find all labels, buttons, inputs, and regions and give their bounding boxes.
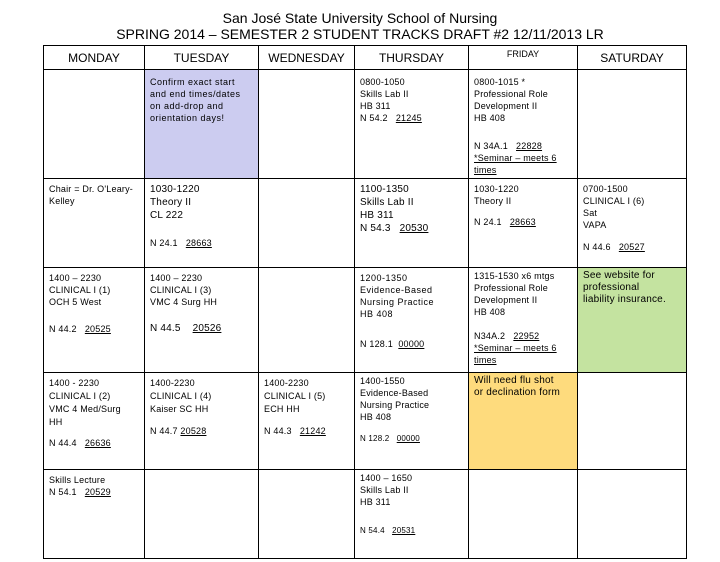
course-line: N 44.3 21242: [264, 426, 326, 436]
course-code: 20525: [84, 324, 111, 334]
document-title: San José State University School of Nursing: [222, 10, 498, 26]
course-code: 20530: [399, 223, 429, 234]
cell-fri-1: [469, 70, 578, 179]
cell-fri-4: [469, 373, 578, 470]
day-header-monday: MONDAY: [44, 46, 145, 70]
cell-wed-3: [259, 268, 355, 373]
course-line: N 24.1 28663: [474, 217, 536, 227]
course-line: N 44.5 20526: [150, 323, 222, 334]
course-code: 21242: [299, 426, 326, 436]
cell-tue-4: [145, 373, 259, 470]
class-block: 0800-1050 Skills Lab II HB 311 N 54.2 21245: [360, 77, 422, 123]
course-code: 21245: [395, 113, 422, 123]
document-subtitle: SPRING 2014 – SEMESTER 2 STUDENT TRACKS DRAFT #2 12/11/2013 LR: [116, 26, 604, 42]
class-block: 1400 – 2230 CLINICAL I (3) VMC 4 Surg HH: [150, 273, 218, 307]
course-line: N 128.2 00000: [360, 434, 420, 443]
table-row: [44, 268, 687, 373]
course-line: N 44.2 20525: [49, 324, 111, 334]
course-code: 20527: [618, 242, 645, 252]
class-block: 1200-1350 Evidence-Based Nursing Practice HB 408: [360, 273, 435, 319]
course-line: N 24.1 28663: [150, 238, 212, 248]
course-code: 22828: [516, 141, 543, 151]
cell-sat-2: [578, 179, 687, 268]
seminar-block: N34A.2 22952 *Seminar – meets 6 times: [474, 331, 557, 365]
dates-reminder: Confirm exact start and end times/dates on add-drop and orientation days!: [150, 77, 241, 123]
day-header-saturday: SATURDAY: [578, 46, 687, 70]
course-line: N 44.7 20528: [150, 426, 207, 436]
course-code: 20531: [392, 526, 416, 535]
day-header-thursday: THURSDAY: [355, 46, 469, 70]
class-block: 1315-1530 x6 mtgs Professional Role Development II HB 408: [474, 271, 555, 317]
class-block: 1400 – 1650 Skills Lab II HB 311: [360, 473, 413, 507]
course-line: N 128.1 00000: [360, 339, 425, 349]
insurance-note: See website for professional liability insurance.: [583, 270, 666, 305]
class-block: 1400-2230 CLINICAL I (5) ECH HH: [264, 378, 326, 414]
cell-thu-3: [355, 268, 469, 373]
cell-wed-2: [259, 179, 355, 268]
flu-shot-note: Will need flu shot or declination form: [474, 375, 561, 398]
day-header-friday: FRIDAY: [469, 46, 578, 70]
class-block: 0700-1500 CLINICAL I (6) Sat VAPA: [583, 184, 645, 230]
cell-fri-3: [469, 268, 578, 373]
cell-fri-5: [469, 470, 578, 559]
course-code: 22952: [513, 331, 540, 341]
cell-tue-3: [145, 268, 259, 373]
class-block: 1030-1220 Theory II CL 222: [150, 184, 200, 221]
course-code: 00000: [398, 339, 425, 349]
table-row: [44, 470, 687, 559]
cell-sat-5: [578, 470, 687, 559]
course-code: 26636: [84, 438, 111, 448]
cell-wed-5: [259, 470, 355, 559]
course-code: 20526: [192, 323, 222, 334]
class-block: 1030-1220 Theory II: [474, 184, 519, 206]
class-block: 0800-1015 * Professional Role Development II HB 408: [474, 77, 548, 123]
table-row: [44, 373, 687, 470]
course-line: N 54.4 20531: [360, 526, 416, 535]
cell-sat-3: [578, 268, 687, 373]
cell-thu-1: [355, 70, 469, 179]
class-block: 1400 - 2230 CLINICAL I (2) VMC 4 Med/Surg HH: [49, 378, 121, 427]
cell-fri-2: [469, 179, 578, 268]
day-header-tuesday: TUESDAY: [145, 46, 259, 70]
cell-thu-4: [355, 373, 469, 470]
class-block: 1400 – 2230 CLINICAL I (1) OCH 5 West: [49, 273, 111, 307]
cell-sat-1: [578, 70, 687, 179]
cell-mon-1: [44, 70, 145, 179]
cell-sat-4: [578, 373, 687, 470]
class-block: 1400-2230 CLINICAL I (4) Kaiser SC HH: [150, 378, 212, 414]
course-code: 28663: [185, 238, 212, 248]
cell-wed-1: [259, 70, 355, 179]
cell-mon-4: [44, 373, 145, 470]
table-row: [44, 70, 687, 179]
cell-tue-2: [145, 179, 259, 268]
cell-thu-5: [355, 470, 469, 559]
course-line: N 44.4 26636: [49, 438, 111, 448]
cell-tue-1: [145, 70, 259, 179]
cell-thu-2: [355, 179, 469, 268]
table-row: [44, 179, 687, 268]
course-code: 00000: [396, 434, 420, 443]
course-code: 20528: [180, 426, 207, 436]
course-line: N 44.6 20527: [583, 242, 645, 252]
day-header-row: [44, 46, 687, 70]
cell-wed-4: [259, 373, 355, 470]
cell-mon-5: [44, 470, 145, 559]
cell-mon-3: [44, 268, 145, 373]
schedule-table: [43, 45, 687, 559]
cell-tue-5: [145, 470, 259, 559]
class-block: 1100-1350 Skills Lab II HB 311 N 54.3 20530: [360, 184, 429, 234]
class-block: Skills Lecture N 54.1 20529: [49, 475, 111, 497]
day-header-wednesday: WEDNESDAY: [259, 46, 355, 70]
course-code: 28663: [509, 217, 536, 227]
seminar-block: N 34A.1 22828 *Seminar – meets 6 times: [474, 141, 557, 175]
cell-mon-2: [44, 179, 145, 268]
chair-note: Chair = Dr. O'Leary- Kelley: [49, 184, 133, 206]
course-code: 20529: [84, 487, 111, 497]
class-block: 1400-1550 Evidence-Based Nursing Practice HB 408: [360, 376, 430, 422]
